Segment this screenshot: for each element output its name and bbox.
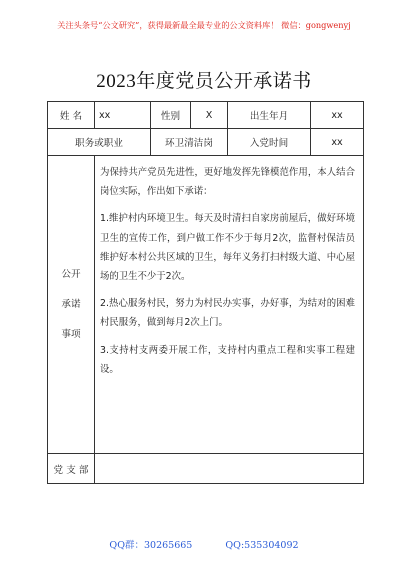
join-date-value: xx: [311, 129, 364, 156]
birth-value: xx: [311, 102, 364, 129]
footer-qq: QQ:535304092: [225, 540, 299, 551]
document-title: 2023年度党员公开承诺书: [96, 71, 312, 92]
row-pledge: [48, 156, 364, 454]
gender-value: X: [191, 102, 228, 129]
pledge-label-line: 公开: [61, 268, 81, 280]
pledge-form-table: [47, 101, 364, 484]
footer-contact: [0, 537, 408, 551]
job-label: 职务或职业: [48, 129, 151, 156]
pledge-item-2: 2.热心服务村民，努力为村民办实事，办好事，为结对的困难村民服务，做到每月2次上门。: [100, 298, 355, 329]
party-branch-label: 党 支 部: [48, 454, 95, 484]
job-value: 环卫清洁岗: [151, 129, 228, 156]
pledge-content: [95, 156, 364, 454]
row-party-branch: [48, 454, 364, 484]
join-date-label: 入党时间: [228, 129, 311, 156]
name-value: xx: [95, 102, 151, 129]
row-basic-info: [48, 102, 364, 129]
pledge-item-1: 1.维护村内环境卫生。每天及时清扫自家房前屋后，做好环境卫生的宣传工作，到户做工作不少于每月2次，监督村保洁员维护好本村公共区域的卫生，每年义务打扫村级大道、中心屋场的卫生不少于2次。: [100, 213, 355, 283]
birth-label: 出生年月: [228, 102, 311, 129]
pledge-label-line: 承诺: [61, 298, 81, 310]
row-job-info: [48, 129, 364, 156]
pledge-intro-paragraph: 为保持共产党员先进性，更好地发挥先锋模范作用，本人结合岗位实际，作出如下承诺：: [100, 167, 355, 198]
gender-label: 性别: [151, 102, 191, 129]
header-promo-note: 关注头条号“公文研究”，获得最新最全最专业的公文资料库！ 微信：gongwenyj: [57, 20, 351, 30]
name-label: 姓 名: [48, 102, 95, 129]
party-branch-value: [95, 454, 364, 484]
pledge-item-3: 3.支持村支两委开展工作，支持村内重点工程和实事工程建设。: [100, 344, 355, 375]
footer-qq-group: QQ群：30265665: [109, 540, 193, 551]
pledge-label-line: 事项: [61, 328, 81, 340]
pledge-items-label: [48, 156, 95, 454]
